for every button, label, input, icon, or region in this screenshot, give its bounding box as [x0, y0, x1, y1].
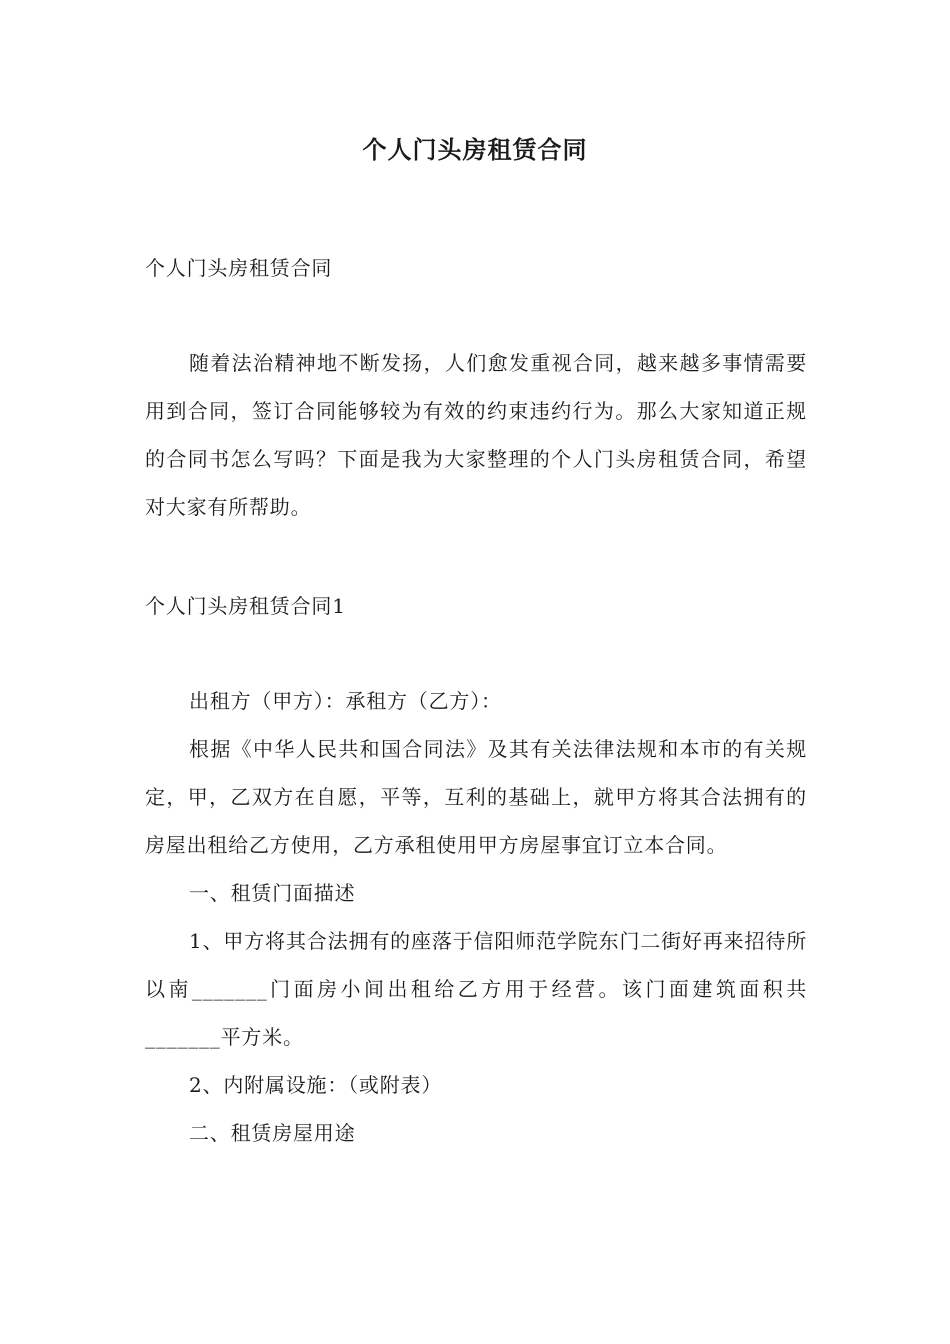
document-subtitle: 个人门头房租赁合同	[145, 256, 333, 280]
article-1-item-2: 2、内附属设施：（或附表）	[189, 1073, 443, 1097]
document-title: 个人门头房租赁合同	[362, 136, 588, 164]
basis-paragraph: 根据《中华人民共和国合同法》及其有关法律法规和本市的有关规定，甲，乙双方在自愿，平等，互利的基础上，就甲方将其合法拥有的房屋出租给乙方使用，乙方承租使用甲方房屋事宜订立本合同。	[145, 737, 807, 857]
section-title: 个人门头房租赁合同1	[145, 594, 346, 618]
article-1-title: 一、租赁门面描述	[189, 881, 356, 905]
article-2-title: 二、租赁房屋用途	[189, 1121, 356, 1145]
article-1-item-1: 1、甲方将其合法拥有的座落于信阳师范学院东门二街好再来招待所以南_______门面房小间出租给乙方用于经营。该门面建筑面积共_______平方米。	[145, 929, 807, 1049]
intro-section	[145, 339, 807, 531]
intro-paragraph: 随着法治精神地不断发扬，人们愈发重视合同，越来越多事情需要用到合同，签订合同能够较为有效的约束违约行为。那么大家知道正规的合同书怎么写吗？下面是我为大家整理的个人门头房租赁合同，希望对大家有所帮助。	[145, 351, 807, 519]
contract-body	[145, 677, 807, 1157]
parties-line: 出租方（甲方）：承租方（乙方）：	[189, 689, 502, 713]
